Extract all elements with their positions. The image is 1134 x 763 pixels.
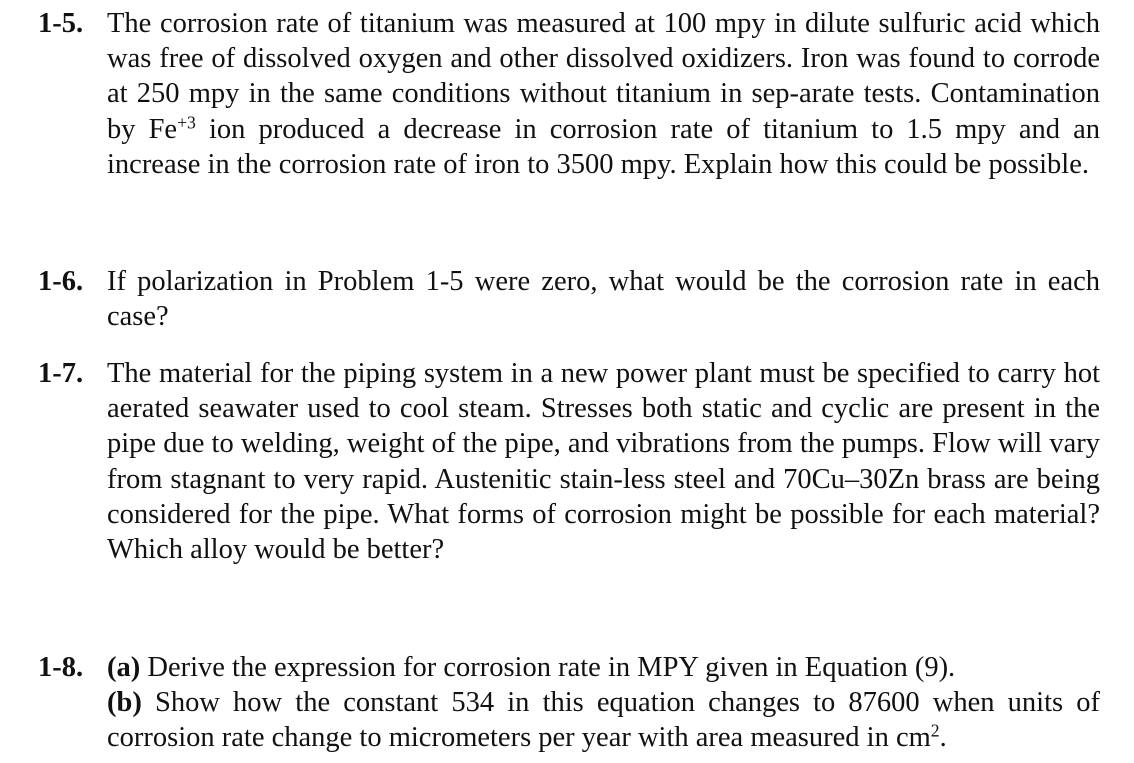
part-b-text-end: . — [939, 722, 947, 754]
part-b-text: Show how the constant 534 in this equation changes to 87600 when units of corrosion rate change to micrometers per year with area measured in cm — [107, 687, 1100, 754]
ion-charge-superscript: +3 — [177, 111, 196, 132]
problem-number: 1-8. — [38, 652, 84, 683]
problem-1-5 — [38, 6, 1100, 182]
problem-1-6 — [38, 264, 1100, 334]
problem-1-8 — [38, 650, 1100, 756]
problem-1-7 — [38, 356, 1100, 567]
unit-superscript: 2 — [930, 720, 940, 741]
problem-text — [107, 6, 1100, 182]
problem-text — [107, 650, 1100, 756]
problem-number: 1-7. — [38, 358, 84, 389]
problem-number: 1-5. — [38, 8, 84, 39]
problem-text: If polarization in Problem 1-5 were zero, what would be the corrosion rate in each case? — [107, 266, 1100, 333]
part-a-label: (a) — [107, 652, 141, 683]
problem-text: The material for the piping system in a new power plant must be specified to carry hot aerated seawater used to cool steam. Stresses both static and cyclic are present in the pipe due to welding, weight of the pipe, and vibrations from the pumps. Flow will vary from stagnant to very rapid. Austenitic stain-less steel and 70Cu–30Zn brass are being considered for the pipe. What forms of corrosion might be possible for each material? Which alloy would be better? — [107, 358, 1100, 566]
part-b-label: (b) — [107, 687, 142, 719]
problem-number: 1-6. — [38, 266, 84, 297]
problem-text-part: ion produced a decrease in corrosion rate of titanium to 1.5 mpy and an increase in the corrosion rate of iron to 3500 mpy. Explain how this could be possible. — [107, 113, 1101, 180]
problem-text-part: The corrosion rate of titanium was measured at 100 mpy in dilute sulfuric acid which was free of dissolved oxygen and other dissolved oxidizers. Iron was found to corrode at 250 mpy in the same conditions without titanium in sep-arate tests. Contamination by Fe — [107, 8, 1100, 145]
part-a-text: Derive the expression for corrosion rate in MPY given in Equation (9). — [140, 652, 956, 683]
